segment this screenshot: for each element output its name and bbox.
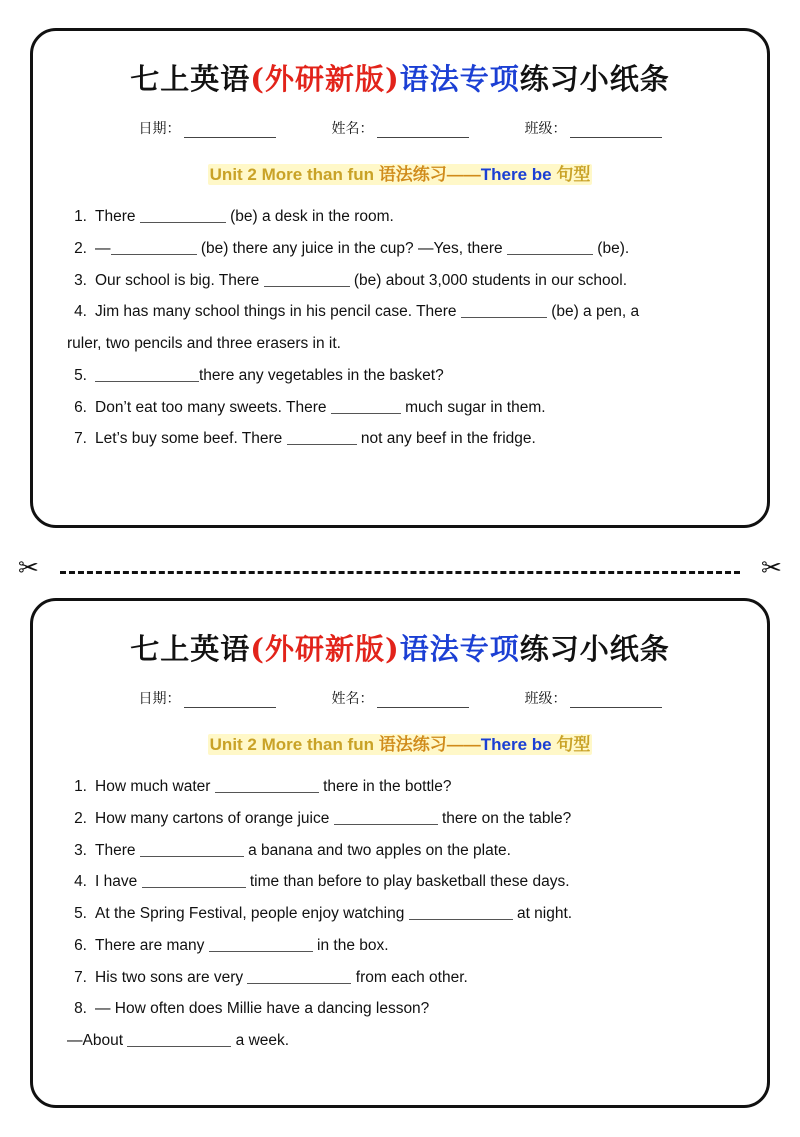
question-text: How many cartons of orange juice [95, 809, 330, 827]
question-text: Our school is big. There [95, 271, 260, 289]
answer-blank[interactable] [140, 842, 244, 857]
question-text-tail: much sugar in them. [405, 398, 546, 416]
title-part-2: (外研新版) [250, 632, 400, 666]
date-blank[interactable] [184, 123, 276, 138]
question-text-cont: —About [67, 1032, 124, 1050]
answer-blank[interactable] [264, 272, 350, 287]
question-text-tail: (be) a pen, a [551, 303, 640, 321]
question-text: There are many [95, 936, 205, 954]
question-list-2 [67, 771, 733, 1057]
question-text: His two sons are very [95, 968, 244, 986]
question-text: Let’s buy some beef. There [95, 430, 283, 448]
class-label: 班级： [524, 690, 567, 706]
question-text-tail: from each other. [355, 968, 468, 986]
question-text: At the Spring Festival, people enjoy watching [95, 905, 405, 923]
unit-cn-suffix: 句型 [556, 735, 591, 754]
answer-blank[interactable] [111, 240, 197, 255]
page-title [33, 57, 767, 98]
question-text: — [95, 239, 111, 257]
question-number: 8. [74, 1000, 87, 1018]
question-item [67, 866, 733, 898]
question-number: 7. [74, 968, 87, 986]
question-item [67, 962, 733, 994]
unit-heading [33, 160, 767, 185]
question-number: 7. [74, 430, 87, 448]
question-item [67, 233, 733, 265]
question-text-cont: ruler, two pencils and three erasers in it. [67, 335, 341, 353]
title-part-1: 七上英语 [130, 62, 251, 96]
question-item [67, 803, 733, 835]
name-blank[interactable] [377, 693, 469, 708]
scissors-icon-left: ✂ [18, 554, 39, 582]
question-text: Jim has many school things in his pencil case. There [95, 303, 457, 321]
answer-blank[interactable] [209, 937, 313, 952]
name-field[interactable] [332, 118, 469, 138]
question-number: 3. [74, 271, 87, 289]
question-text-tail: (be) a desk in the room. [230, 208, 394, 225]
question-text: — How often does Millie have a dancing lesson? [95, 1000, 430, 1018]
answer-blank[interactable] [127, 1032, 231, 1047]
class-field[interactable] [525, 688, 662, 708]
worksheet-card-2 [30, 598, 770, 1108]
answer-blank[interactable] [409, 905, 513, 920]
question-text-tail: at night. [516, 905, 573, 923]
unit-grammar-point: There be [480, 165, 557, 184]
question-item [67, 201, 733, 233]
question-item [67, 930, 733, 962]
question-item [67, 265, 733, 297]
question-item [67, 993, 733, 1057]
name-field[interactable] [332, 688, 469, 708]
date-field[interactable] [139, 688, 276, 708]
unit-name: More than fun [261, 735, 374, 754]
title-part-3: 语法专项 [399, 632, 520, 666]
title-part-2: (外研新版) [250, 62, 400, 96]
watermark: vv99.net [465, 1011, 760, 1079]
unit-number: Unit 2 [209, 735, 262, 754]
question-text-tail: (be) there any juice in the cup? —Yes, there [200, 239, 503, 257]
unit-number: Unit 2 [209, 165, 262, 184]
cut-line [18, 554, 782, 584]
question-item [67, 423, 733, 455]
question-text-tail: not any beef in the fridge. [360, 430, 536, 448]
answer-blank[interactable] [95, 367, 199, 382]
question-number: 2. [74, 239, 87, 257]
question-number: 2. [74, 809, 87, 827]
question-list-1 [67, 201, 733, 455]
title-part-4: 练习小纸条 [519, 62, 670, 96]
question-item [67, 392, 733, 424]
question-item [67, 771, 733, 803]
meta-row [33, 118, 767, 138]
page-title-2 [33, 627, 767, 668]
unit-cn-suffix: 句型 [556, 165, 591, 184]
question-item [67, 898, 733, 930]
title-part-4: 练习小纸条 [519, 632, 670, 666]
question-text: There [95, 841, 136, 859]
unit-grammar-point: There be [480, 735, 557, 754]
date-blank[interactable] [184, 693, 276, 708]
question-text-tail: there any vegetables in the basket? [199, 366, 444, 384]
class-label: 班级： [524, 120, 567, 136]
class-field[interactable] [525, 118, 662, 138]
question-text-tail: (be) about 3,000 students in our school. [353, 271, 628, 289]
question-number: 5. [74, 366, 87, 384]
question-continuation [67, 1025, 733, 1057]
question-text-tail: there in the bottle? [323, 778, 452, 795]
question-item [67, 296, 733, 360]
question-item [67, 360, 733, 392]
question-number: 4. [74, 873, 87, 891]
title-part-1: 七上英语 [130, 632, 251, 666]
answer-blank[interactable] [334, 810, 438, 825]
worksheet-card-1 [30, 28, 770, 528]
date-label: 日期： [138, 690, 181, 706]
unit-cn-label: 语法练习—— [374, 735, 481, 754]
question-text-tail: a banana and two apples on the plate. [248, 841, 511, 859]
unit-cn-label: 语法练习—— [374, 165, 481, 184]
meta-row-2 [33, 688, 767, 708]
answer-blank[interactable] [215, 778, 319, 793]
question-text: How much water [95, 778, 211, 795]
question-text: I have [95, 873, 138, 891]
unit-heading-2 [33, 730, 767, 755]
date-field[interactable] [139, 118, 276, 138]
question-number: 1. [74, 778, 87, 795]
question-number: 5. [74, 905, 87, 923]
class-blank[interactable] [570, 123, 662, 138]
dashed-divider [60, 571, 740, 574]
question-text: There [95, 208, 136, 225]
answer-blank[interactable] [142, 873, 246, 888]
date-label: 日期： [138, 120, 181, 136]
question-text: Don’t eat too many sweets. There [95, 398, 327, 416]
name-blank[interactable] [377, 123, 469, 138]
answer-blank[interactable] [140, 208, 226, 223]
question-item [67, 835, 733, 867]
answer-blank[interactable] [507, 240, 593, 255]
name-label: 姓名： [331, 120, 374, 136]
question-number: 4. [74, 303, 87, 321]
question-text-tail: in the box. [317, 936, 389, 954]
question-text-tail: there on the table? [441, 809, 572, 827]
question-number: 6. [74, 398, 87, 416]
question-text-tail: time than before to play basketball these days. [249, 873, 570, 891]
answer-blank[interactable] [247, 969, 351, 984]
question-number: 3. [74, 841, 87, 859]
answer-blank[interactable] [461, 303, 547, 318]
name-label: 姓名： [331, 690, 374, 706]
scissors-icon-right: ✂ [761, 554, 782, 582]
question-text-tail-2: (be). [597, 239, 630, 257]
class-blank[interactable] [570, 693, 662, 708]
answer-blank[interactable] [331, 399, 401, 414]
title-part-3: 语法专项 [399, 62, 520, 96]
question-number: 6. [74, 936, 87, 954]
question-number: 1. [74, 208, 87, 225]
answer-blank[interactable] [287, 430, 357, 445]
unit-name: More than fun [261, 165, 374, 184]
question-text-cont-tail: a week. [235, 1032, 290, 1050]
